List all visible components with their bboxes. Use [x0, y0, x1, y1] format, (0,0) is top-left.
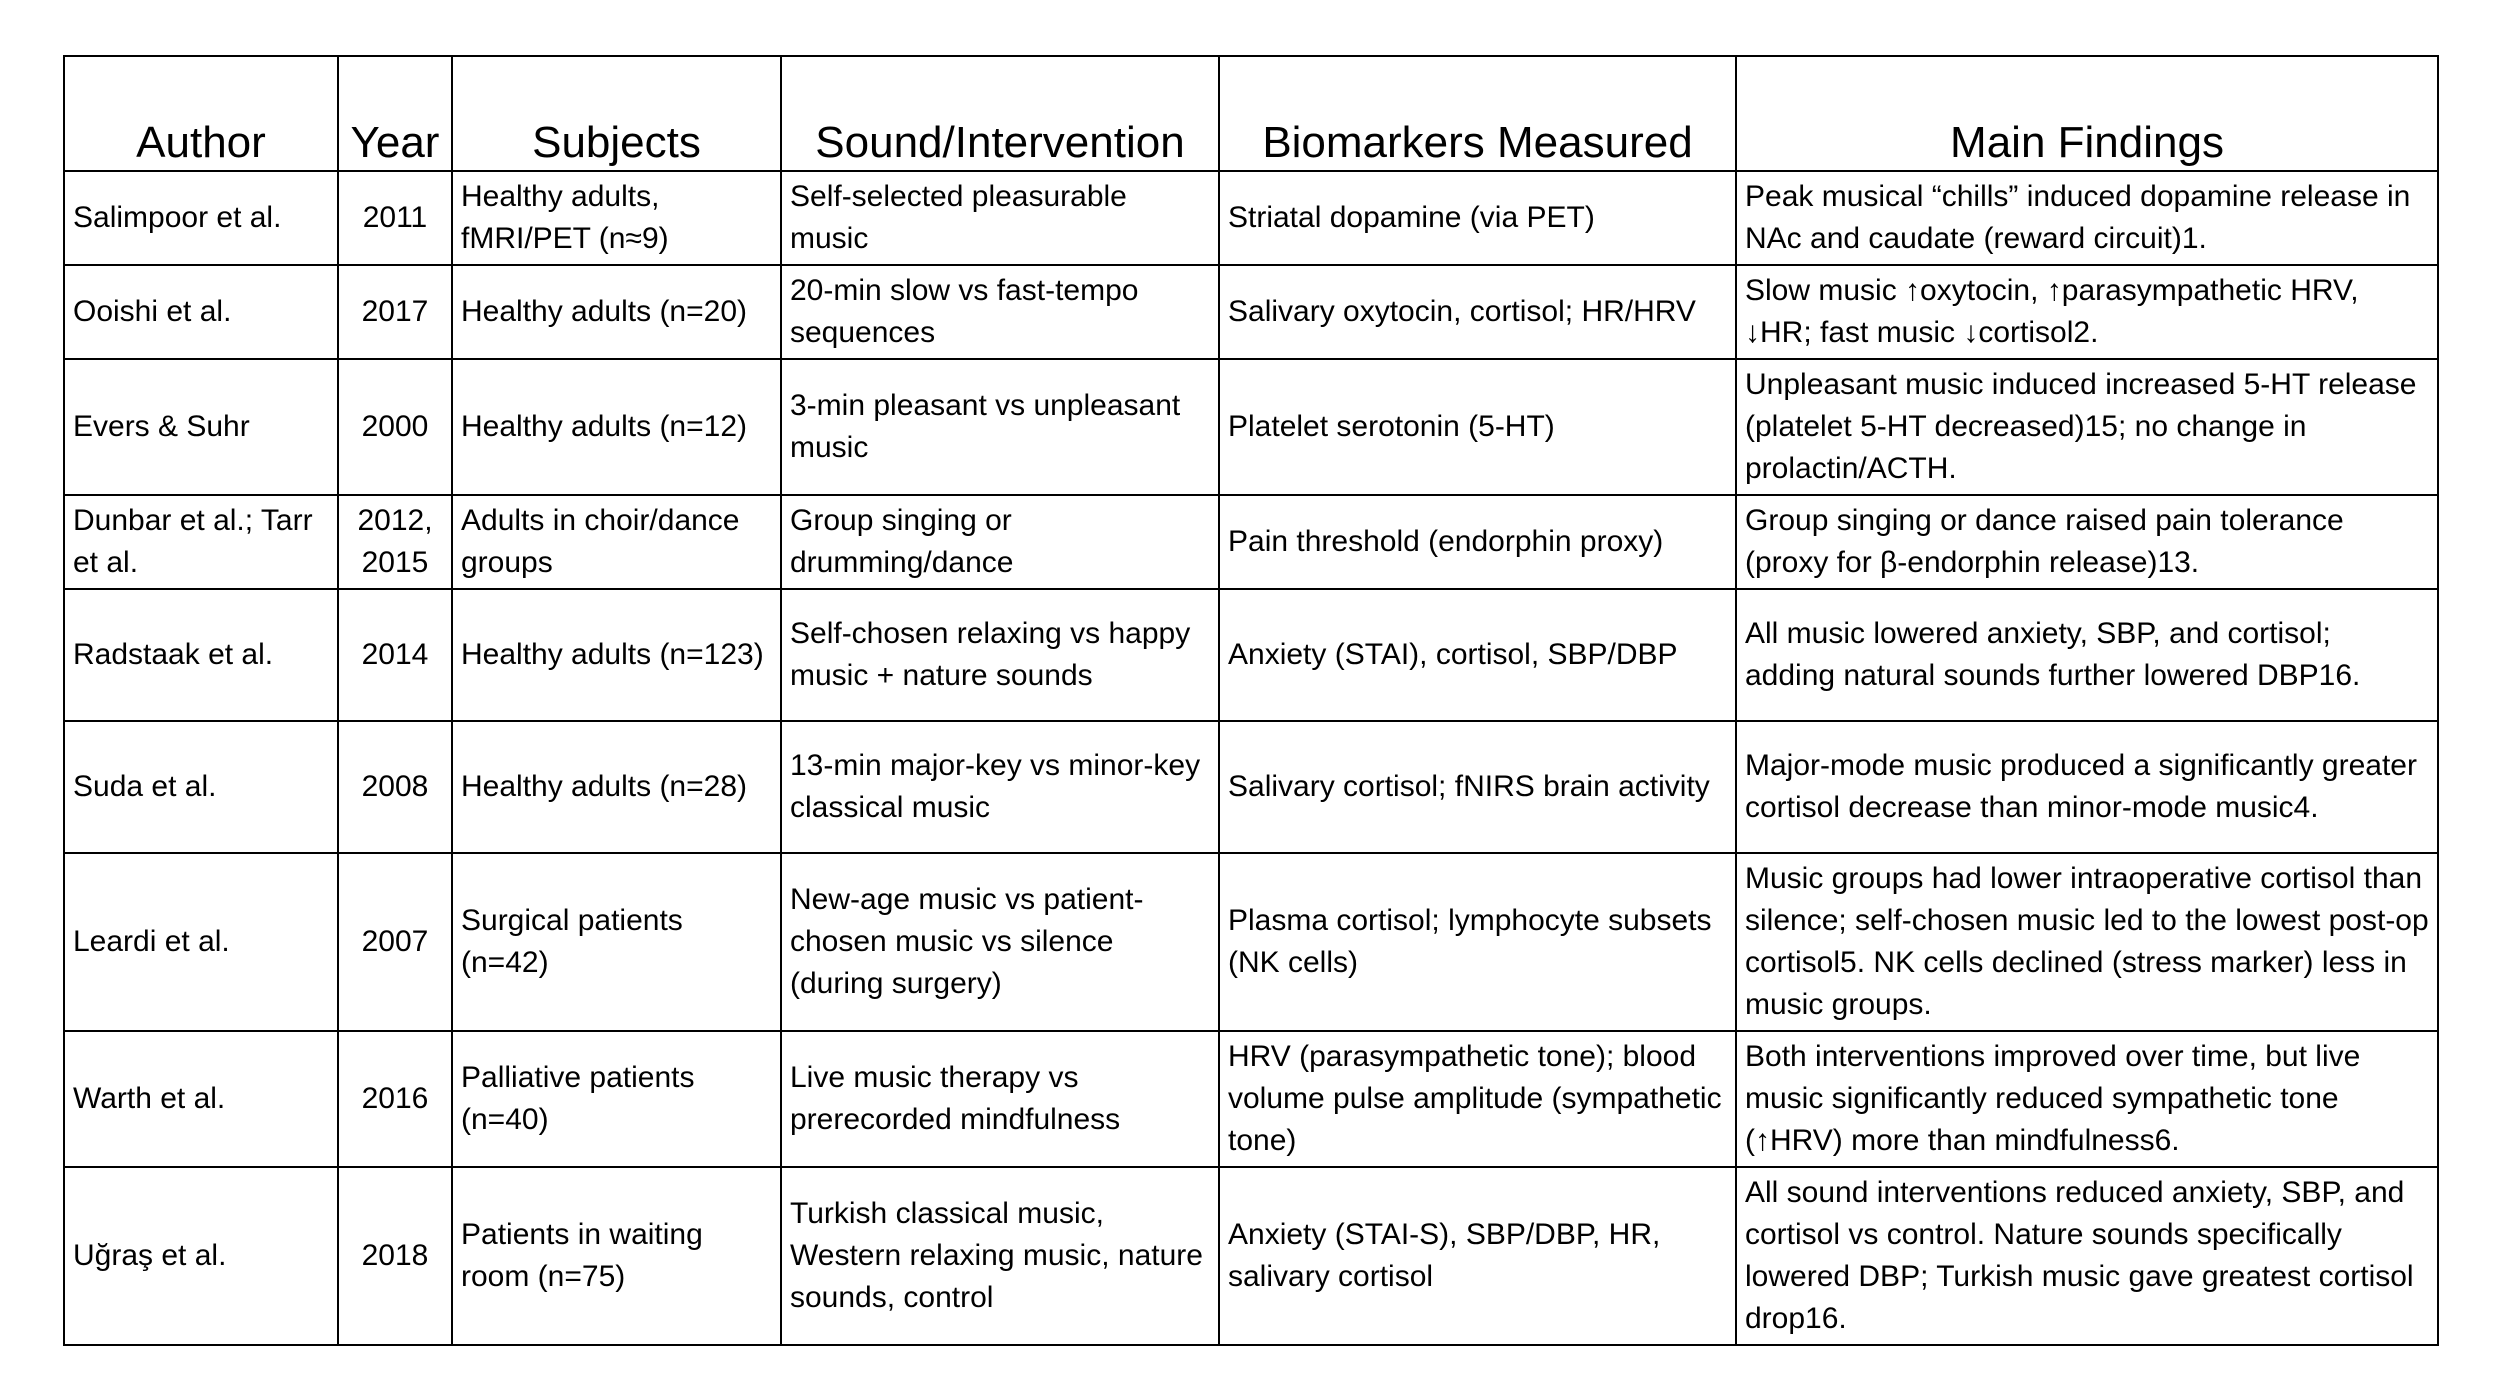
cell-biomarkers: Pain threshold (endorphin proxy): [1219, 495, 1736, 589]
header-row: [64, 56, 2438, 171]
cell-biomarkers: Platelet serotonin (5-HT): [1219, 359, 1736, 495]
cell-author: Dunbar et al.; Tarr et al.: [64, 495, 338, 589]
header-year: Year: [338, 56, 452, 171]
cell-findings: Peak musical “chills” induced dopamine release in NAc and caudate (reward circuit)1.: [1736, 171, 2438, 265]
cell-year: 2018: [338, 1167, 452, 1345]
cell-subjects: Healthy adults (n=20): [452, 265, 781, 359]
cell-biomarkers: HRV (parasympathetic tone); blood volume pulse amplitude (sympathetic tone): [1219, 1031, 1736, 1167]
cell-intervention: Turkish classical music, Western relaxing music, nature sounds, control: [781, 1167, 1219, 1345]
header-author: Author: [64, 56, 338, 171]
table-row: [64, 589, 2438, 721]
table-row: [64, 265, 2438, 359]
cell-subjects: Adults in choir/dance groups: [452, 495, 781, 589]
cell-year: 2017: [338, 265, 452, 359]
cell-author: Radstaak et al.: [64, 589, 338, 721]
cell-author: Ooishi et al.: [64, 265, 338, 359]
cell-biomarkers: Plasma cortisol; lymphocyte subsets (NK cells): [1219, 853, 1736, 1031]
cell-intervention: Self-chosen relaxing vs happy music + nature sounds: [781, 589, 1219, 721]
table-row: [64, 171, 2438, 265]
table-row: [64, 359, 2438, 495]
cell-year: 2016: [338, 1031, 452, 1167]
cell-intervention: 20-min slow vs fast-tempo sequences: [781, 265, 1219, 359]
table-row: [64, 1031, 2438, 1167]
cell-biomarkers: Anxiety (STAI), cortisol, SBP/DBP: [1219, 589, 1736, 721]
study-table: [63, 55, 2439, 1346]
cell-intervention: Self-selected pleasurable music: [781, 171, 1219, 265]
cell-year: 2007: [338, 853, 452, 1031]
cell-biomarkers: Salivary cortisol; fNIRS brain activity: [1219, 721, 1736, 853]
cell-subjects: Patients in waiting room (n=75): [452, 1167, 781, 1345]
cell-author: Warth et al.: [64, 1031, 338, 1167]
cell-findings: All music lowered anxiety, SBP, and cortisol; adding natural sounds further lowered DBP16.: [1736, 589, 2438, 721]
cell-intervention: Live music therapy vs prerecorded mindfulness: [781, 1031, 1219, 1167]
cell-author: Uğraş et al.: [64, 1167, 338, 1345]
cell-author: Salimpoor et al.: [64, 171, 338, 265]
cell-subjects: Healthy adults, fMRI/PET (n≈9): [452, 171, 781, 265]
table-row: [64, 495, 2438, 589]
cell-year: 2000: [338, 359, 452, 495]
cell-year: 2008: [338, 721, 452, 853]
cell-biomarkers: Striatal dopamine (via PET): [1219, 171, 1736, 265]
cell-author: Suda et al.: [64, 721, 338, 853]
cell-findings: Both interventions improved over time, but live music significantly reduced sympathetic tone (↑HRV) more than mindfulness6.: [1736, 1031, 2438, 1167]
cell-intervention: Group singing or drumming/dance: [781, 495, 1219, 589]
cell-biomarkers: Anxiety (STAI-S), SBP/DBP, HR, salivary cortisol: [1219, 1167, 1736, 1345]
table-row: [64, 721, 2438, 853]
table-row: [64, 1167, 2438, 1345]
header-biomarkers: Biomarkers Measured: [1219, 56, 1736, 171]
table-row: [64, 853, 2438, 1031]
cell-year: 2014: [338, 589, 452, 721]
cell-findings: Slow music ↑oxytocin, ↑parasympathetic HRV, ↓HR; fast music ↓cortisol2.: [1736, 265, 2438, 359]
cell-subjects: Healthy adults (n=28): [452, 721, 781, 853]
cell-subjects: Surgical patients (n=42): [452, 853, 781, 1031]
cell-findings: Group singing or dance raised pain tolerance (proxy for β-endorphin release)13.: [1736, 495, 2438, 589]
cell-subjects: Healthy adults (n=12): [452, 359, 781, 495]
cell-findings: Music groups had lower intraoperative cortisol than silence; self-chosen music led to the lowest post-op cortisol5. NK cells declined (stress marker) less in music groups.: [1736, 853, 2438, 1031]
header-subjects: Subjects: [452, 56, 781, 171]
cell-intervention: 3-min pleasant vs unpleasant music: [781, 359, 1219, 495]
cell-year: 2011: [338, 171, 452, 265]
cell-findings: Major-mode music produced a significantly greater cortisol decrease than minor-mode music4.: [1736, 721, 2438, 853]
cell-intervention: New-age music vs patient-chosen music vs silence (during surgery): [781, 853, 1219, 1031]
cell-biomarkers: Salivary oxytocin, cortisol; HR/HRV: [1219, 265, 1736, 359]
cell-subjects: Healthy adults (n=123): [452, 589, 781, 721]
header-findings: Main Findings: [1736, 56, 2438, 171]
cell-intervention: 13-min major-key vs minor-key classical music: [781, 721, 1219, 853]
cell-author: Evers & Suhr: [64, 359, 338, 495]
cell-year: 2012, 2015: [338, 495, 452, 589]
cell-findings: Unpleasant music induced increased 5-HT release (platelet 5-HT decreased)15; no change in prolactin/ACTH.: [1736, 359, 2438, 495]
cell-findings: All sound interventions reduced anxiety, SBP, and cortisol vs control. Nature sounds specifically lowered DBP; Turkish music gave greatest cortisol drop16.: [1736, 1167, 2438, 1345]
cell-subjects: Palliative patients (n=40): [452, 1031, 781, 1167]
header-intervention: Sound/Intervention: [781, 56, 1219, 171]
cell-author: Leardi et al.: [64, 853, 338, 1031]
